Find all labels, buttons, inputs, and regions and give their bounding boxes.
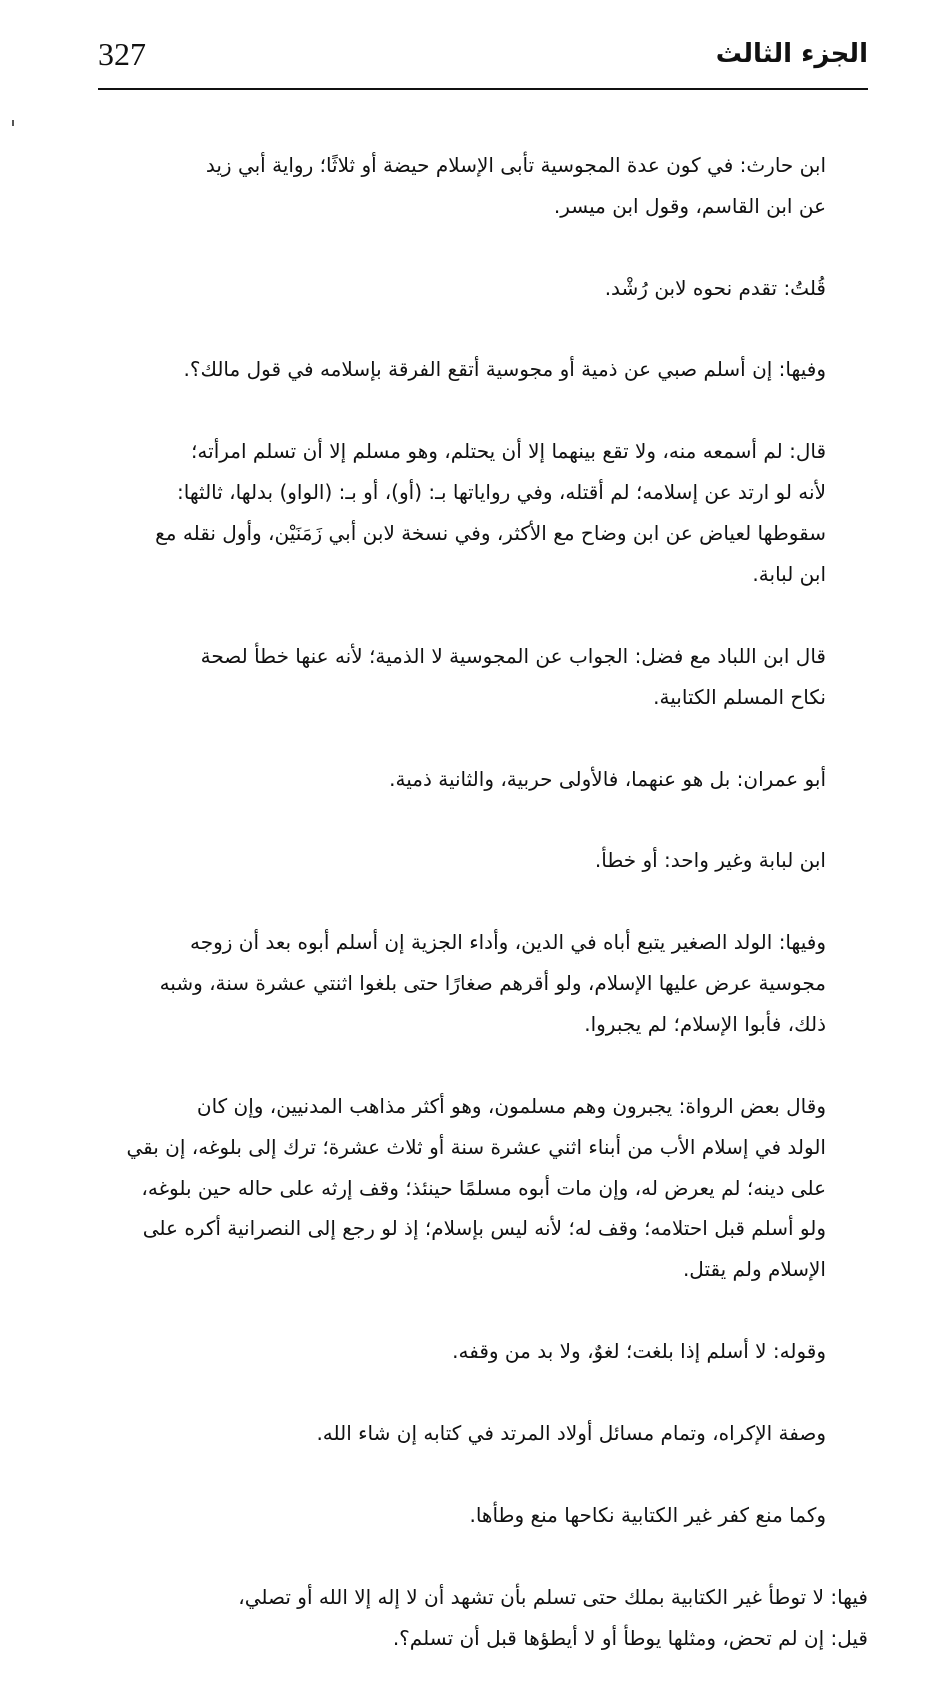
paragraph: وقوله: لا أسلم إذا بلغت؛ لغوٌ، ولا بد من وقفه. <box>452 1339 826 1364</box>
paragraph: أبو عمران: بل هو عنهما، فالأولى حربية، والثانية ذمية. <box>389 766 826 791</box>
paragraph: قال ابن اللباد مع فضل: الجواب عن المجوسية لا الذمية؛ لأنه عنها خطأ لصحة نكاح المسلم الكتابية. <box>200 643 826 709</box>
paragraph: وفيها: الولد الصغير يتبع أباه في الدين، وأداء الجزية إن أسلم أبوه بعد أن زوجه مجوسية عرض عليها الإسلام، ولو أقرهم صغارًا حتى بلغوا اثنتي عشرة سنة، وشبه ذلك، فأبوا الإسلام؛ لم يجبروا. <box>159 930 826 1036</box>
paragraph: وفيها: إن أسلم صبي عن ذمية أو مجوسية أتقع الفرقة بإسلامه في قول مالك؟. <box>183 357 826 382</box>
header-rule <box>98 88 868 90</box>
paragraph: وصفة الإكراه، وتمام مسائل أولاد المرتد في كتابه إن شاء الله. <box>316 1421 826 1445</box>
paragraph: وكما منع كفر غير الكتابية نكاحها منع وطأها. <box>469 1502 826 1527</box>
paragraph: ابن لبابة وغير واحد: أو خطأ. <box>594 848 826 873</box>
paragraph: فيها: لا توطأ غير الكتابية بملك حتى تسلم بأن تشهد أن لا إله إلا الله أو تصلي، قيل: إن لم تحض، ومثلها يوطأ أو لا أيطؤها قبل أن تسلم؟. <box>238 1584 868 1650</box>
page-body <box>98 104 868 1650</box>
scan-mark <box>12 120 14 126</box>
paragraph: وقال بعض الرواة: يجبرون وهم مسلمون، وهو أكثر مذاهب المدنيين، وإن كان الولد في إسلام الأب من أبناء اثني عشرة سنة أو ثلاث عشرة؛ ترك إلى بلوغه، إن بقي على دينه؛ لم يعرض له، وإن مات أبوه مسلمًا حينئذ؛ وقف إرثه على حاله حين بلوغه، ولو أسلم قبل احتلامه؛ وقف له؛ لأنه ليس بإسلام؛ إذ لو رجع إلى النصرانية أكره على الإسلام ولم يقتل. <box>126 1093 826 1282</box>
paragraph: قال: لم أسمعه منه، ولا تقع بينهما إلا أن يحتلم، وهو مسلم إلا أن تسلم امرأته؛ لأنه لو ارتد عن إسلامه؛ لم أقتله، وفي رواياتها بـ: (أو)، أو بـ: (الواو) بدلها، ثالثها: سقوطها لعياض عن ابن وضاح مع الأكثر، وفي نسخة لابن أبي زَمَنَيْن، وأول نقله مع ابن لبابة. <box>155 439 826 586</box>
page-header <box>98 30 868 90</box>
page-number: 327 <box>98 36 146 72</box>
running-title: الجزء الثالث <box>715 39 868 69</box>
paragraph: ابن حارث: في كون عدة المجوسية تأبى الإسلام حيضة أو ثلاثًا؛ رواية أبي زيد عن ابن القاسم، وقول ابن ميسر. <box>205 152 826 218</box>
paragraph: قُلتُ: تقدم نحوه لابن رُشْد. <box>604 275 826 300</box>
